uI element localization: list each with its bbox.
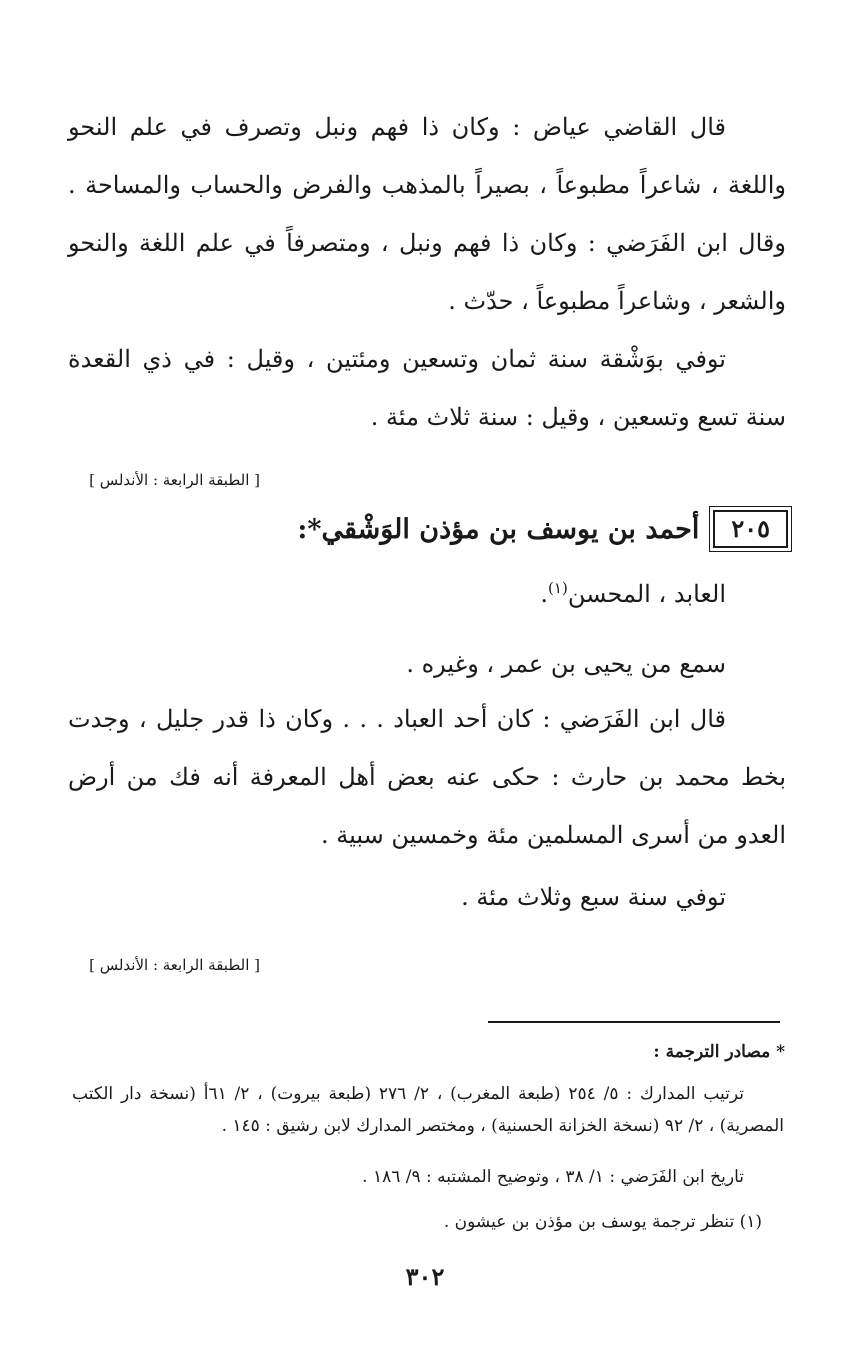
footnote-reference-1: (١) [548, 579, 568, 597]
footnote-note-1: (١) تنظر ترجمة يوسف بن مؤذن بن عيشون . [443, 1212, 762, 1232]
page-number: ٣٠٢ [405, 1262, 445, 1291]
paragraph-ibn-faradi-quote: قال ابن الفَرَضي : كان أحد العباد . . . وكان ذا قدر جليل ، وجدت بخط محمد بن حارث : حكى عنه بعض أهل المعرفة أنه فك من أرض العدو من أسرى المسلمين مئة وخمسين سبية . [68, 705, 786, 849]
section-label-top: [ الطبقة الرابعة : الأندلس ] [89, 471, 260, 489]
paragraph-qadi-iyad-quote: قال القاضي عياض : وكان ذا فهم ونبل وتصرف في علم النحو واللغة ، شاعراً مطبوعاً ، بصيراً بالمذهب والفرض والحساب والمساحة . وقال ابن الفَرَضي : وكان ذا فهم ونبل ، ومتصرفاً في علم اللغة والنحو والشعر ، وشاعراً مطبوعاً ، حدّث . [68, 113, 786, 315]
section-label-bottom: [ الطبقة الرابعة : الأندلس ] [89, 956, 260, 974]
entry-header [270, 507, 788, 551]
footnotes-heading: * مصادر الترجمة : [653, 1042, 785, 1062]
entry-number-box: ٢٠٥ [713, 510, 788, 548]
paragraph-death-date-previous: توفي بوَشْقة سنة ثمان وتسعين ومئتين ، وقيل : في ذي القعدة سنة تسع وتسعين ، وقيل : سنة ثلاث مئة . [68, 345, 786, 431]
footnote-divider [488, 1021, 780, 1023]
entry-description-end: . [540, 580, 549, 608]
entry-description: العابد ، المحسن [567, 580, 726, 608]
footnote-source-1: ترتيب المدارك : ٥/ ٢٥٤ (طبعة المغرب) ، ٢/ ٢٧٦ (طبعة بيروت) ، ٢/ ٦١أ (نسخة دار الكتب المصرية) ، ٢/ ٩٢ (نسخة الخزانة الحسنية) ، ومختصر المدارك لابن رشيق : ١٤٥ . [72, 1084, 784, 1136]
entry-title: أحمد بن يوسف بن مؤذن الوَشْقي*: [297, 513, 700, 545]
footnote-source-2: تاريخ ابن الفَرَضي : ١/ ٣٨ ، وتوضيح المشتبه : ٩/ ١٨٦ . [362, 1167, 744, 1187]
entry-description-line [68, 565, 786, 623]
entry-teachers-line: سمع من يحيى بن عمر ، وغيره . [406, 650, 726, 678]
entry-death-line: توفي سنة سبع وثلاث مئة . [461, 883, 726, 911]
